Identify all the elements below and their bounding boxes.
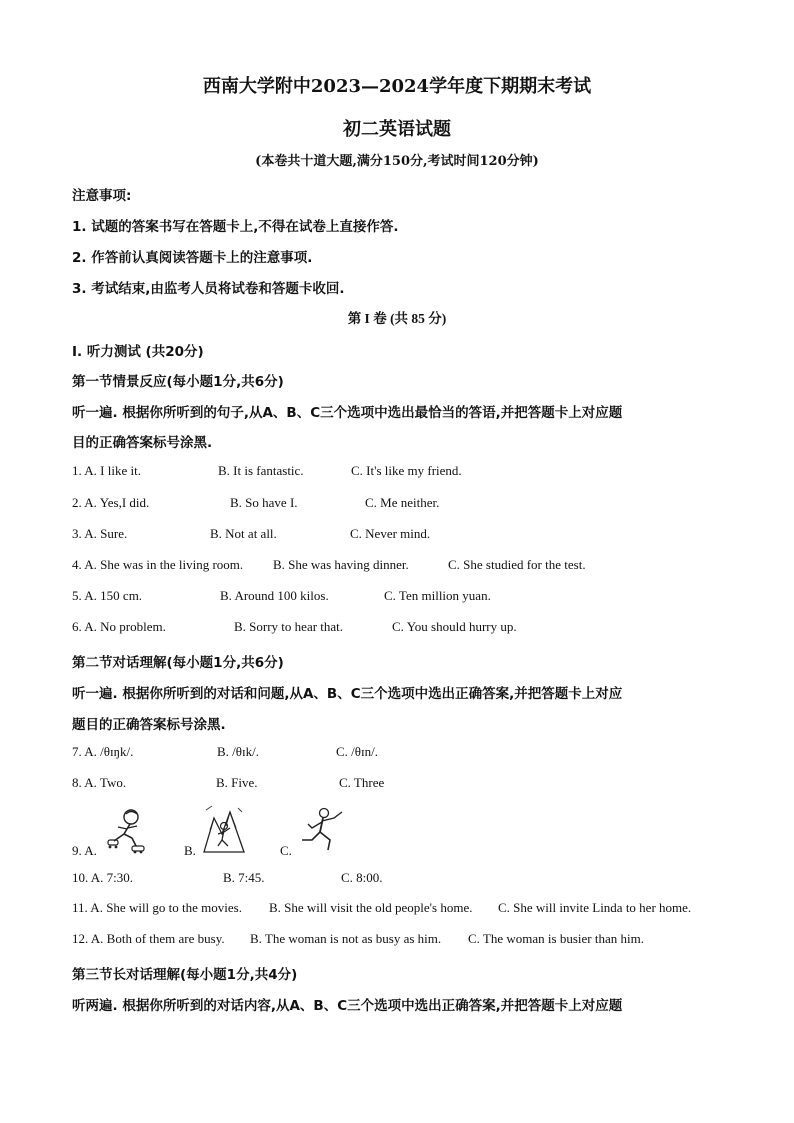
- option-b: B. She was having dinner.: [273, 557, 409, 572]
- option-a: 12. A. Both of them are busy.: [72, 931, 225, 946]
- option-b: B. 7:45.: [223, 870, 265, 885]
- notice-item-3: 3. 考试结束,由监考人员将试卷和答题卡收回.: [72, 281, 345, 297]
- option-c: C. 8:00.: [341, 870, 383, 885]
- section-3-instruction: 听两遍. 根据你所听到的对话内容,从A、B、C三个选项中选出正确答案,并把答题卡上对应题: [72, 998, 623, 1014]
- section-1-instruction-cont: 目的正确答案标号涂黑.: [72, 435, 213, 451]
- listening-heading: I. 听力测试 (共20分): [72, 344, 204, 360]
- option-a: 8. A. Two.: [72, 775, 127, 790]
- option-a: 4. A. She was in the living room.: [72, 557, 244, 572]
- exam-subtitle: 初二英语试题: [343, 119, 451, 140]
- option-b: B. Not at all.: [210, 526, 277, 541]
- option-c: C. Three: [339, 775, 385, 790]
- option-c: C. /θɪn/.: [336, 744, 378, 759]
- option-c: C. It's like my friend.: [351, 463, 462, 478]
- option-c: C. She studied for the test.: [448, 557, 586, 572]
- option-a: 3. A. Sure.: [72, 526, 128, 541]
- option-c: C. The woman is busier than him.: [468, 931, 644, 946]
- notice-item-1: 1. 试题的答案书写在答题卡上,不得在试卷上直接作答.: [72, 219, 399, 235]
- option-a: 7. A. /θɪŋk/.: [72, 744, 134, 759]
- option-c: C. Never mind.: [350, 526, 431, 541]
- section-3-heading: 第三节长对话理解(每小题1分,共4分): [72, 967, 298, 983]
- section-2-instruction: 听一遍. 根据你所听到的对话和问题,从A、B、C三个选项中选出正确答案,并把答题卡上对应: [72, 686, 623, 702]
- notice-heading: 注意事项:: [72, 188, 132, 204]
- option-c: C. You should hurry up.: [392, 619, 517, 634]
- option-c: C.: [280, 843, 292, 858]
- notice-item-2: 2. 作答前认真阅读答题卡上的注意事项.: [72, 250, 313, 266]
- skating-kid-picture-icon: [104, 808, 150, 854]
- exam-note: (本卷共十道大题,满分150分,考试时间120分钟): [255, 154, 539, 169]
- option-a: 9. A.: [72, 843, 97, 858]
- option-a: 2. A. Yes,I did.: [72, 495, 150, 510]
- section-1-instruction: 听一遍. 根据你所听到的句子,从A、B、C三个选项中选出最恰当的答语,并把答题卡上对应题: [72, 405, 623, 421]
- option-c: C. Me neither.: [365, 495, 440, 510]
- option-b: B.: [184, 843, 196, 858]
- climbing-picture-icon: [200, 804, 246, 854]
- option-b: B. So have I.: [230, 495, 298, 510]
- option-b: B. Sorry to hear that.: [234, 619, 344, 634]
- option-c: C. She will invite Linda to her home.: [498, 900, 692, 915]
- option-a: 5. A. 150 cm.: [72, 588, 143, 603]
- exam-title: 西南大学附中2023—2024学年度下期期末考试: [202, 76, 592, 97]
- running-picture-icon: [298, 806, 348, 852]
- option-c: C. Ten million yuan.: [384, 588, 491, 603]
- option-b: B. She will visit the old people's home.: [269, 900, 473, 915]
- section-2-instruction-cont: 题目的正确答案标号涂黑.: [72, 717, 226, 733]
- option-b: B. Around 100 kilos.: [220, 588, 329, 603]
- option-b: B. /θɪk/.: [217, 744, 259, 759]
- option-a: 6. A. No problem.: [72, 619, 166, 634]
- option-a: 1. A. I like it.: [72, 463, 141, 478]
- option-b: B. It is fantastic.: [218, 463, 304, 478]
- section-1-heading: 第一节情景反应(每小题1分,共6分): [72, 374, 284, 390]
- part-1-heading: 第 I 卷 (共 85 分): [347, 311, 447, 326]
- section-2-heading: 第二节对话理解(每小题1分,共6分): [72, 655, 284, 671]
- option-a: 10. A. 7:30.: [72, 870, 134, 885]
- option-b: B. Five.: [216, 775, 258, 790]
- option-b: B. The woman is not as busy as him.: [250, 931, 442, 946]
- option-a: 11. A. She will go to the movies.: [72, 900, 242, 915]
